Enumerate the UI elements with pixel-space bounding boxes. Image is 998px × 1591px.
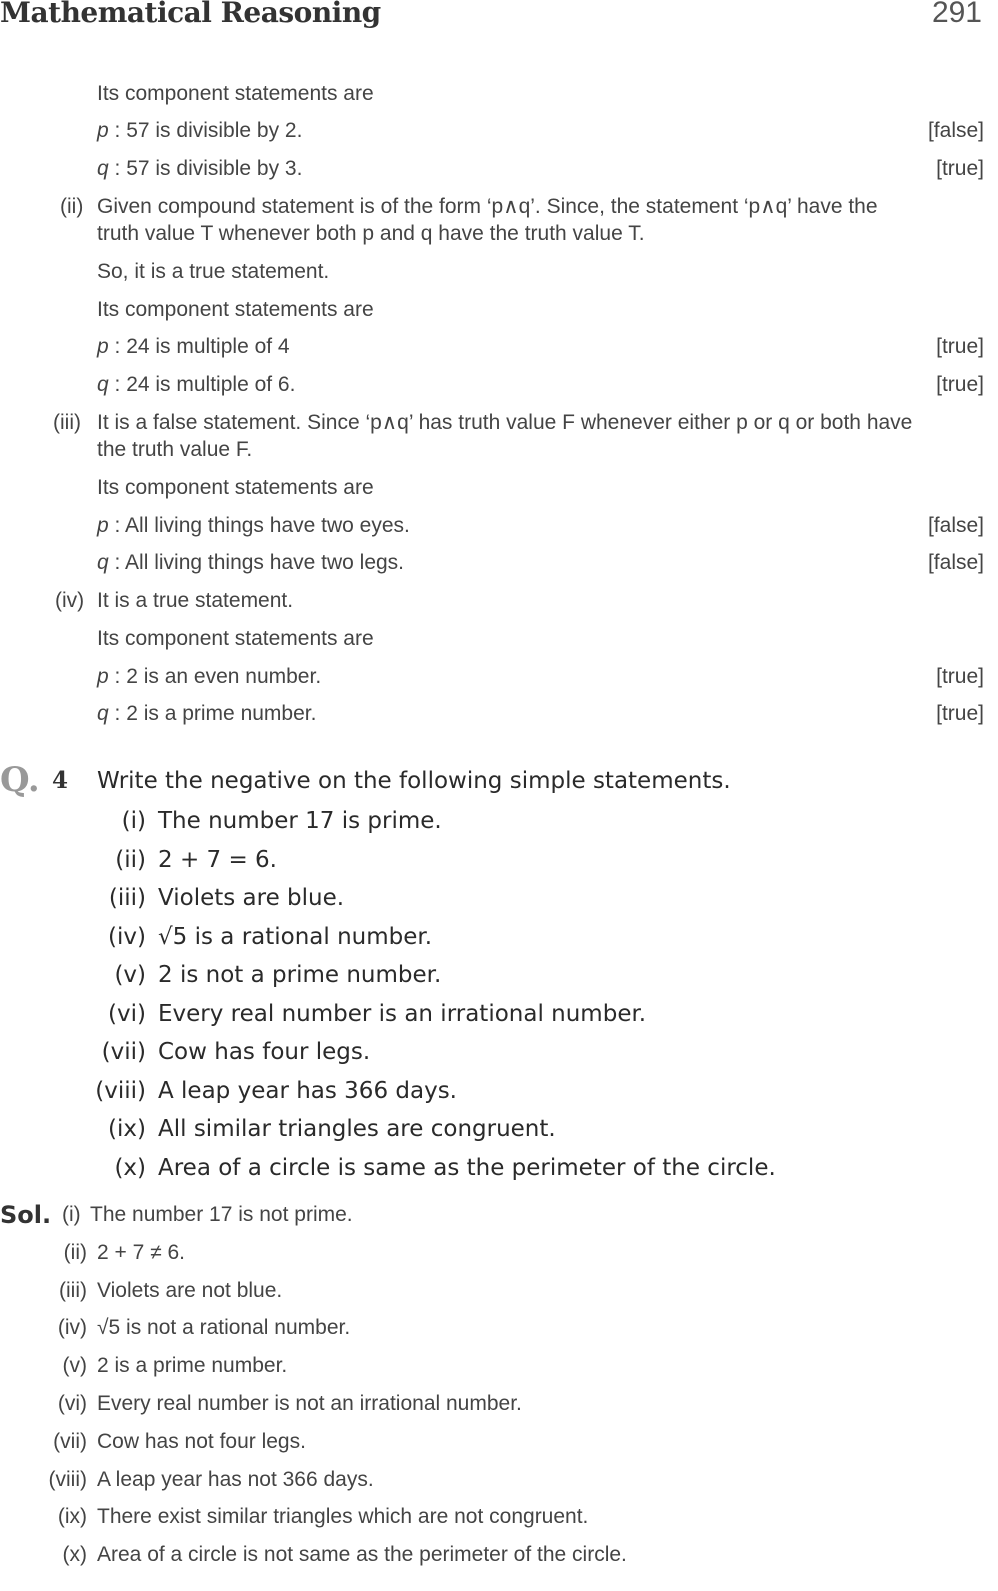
component-statement — [97, 512, 410, 539]
component-text: : 24 is multiple of 6. — [108, 373, 296, 396]
variable: p — [97, 335, 109, 358]
question-item-label: (i) — [121, 808, 146, 834]
component-statement — [97, 117, 302, 144]
item-text-line: the truth value F. — [97, 438, 253, 461]
statement-line: Its component statements are — [97, 627, 374, 650]
question-item-text: 2 is not a prime number. — [158, 962, 442, 988]
solution-item-label: (ix) — [57, 1505, 87, 1529]
item-text-line: It is a true statement. — [97, 589, 294, 612]
truth-value: [true] — [936, 702, 984, 725]
item-text-line: It is a false statement. Since ‘p∧q’ has truth value F whenever either p or q or both have — [97, 411, 913, 434]
component-text: : 57 is divisible by 2. — [108, 119, 303, 142]
solution-item-text: 2 + 7 ≠ 6. — [97, 1240, 185, 1264]
component-statement — [97, 371, 295, 398]
solution-label: Sol. — [0, 1201, 52, 1229]
truth-value: [true] — [936, 335, 984, 358]
truth-value: [true] — [936, 157, 984, 180]
solution-item-text: The number 17 is not prime. — [90, 1203, 353, 1226]
truth-value: [true] — [936, 665, 984, 688]
solution-item-text: 2 is a prime number. — [97, 1354, 288, 1378]
question-item-label: (vi) — [108, 1000, 146, 1027]
component-statement — [97, 700, 316, 727]
item-label: (iii) — [53, 411, 81, 434]
question-number: 4 — [52, 767, 69, 794]
question-item-text: 2 + 7 = 6. — [158, 846, 277, 873]
item-text-line: Given compound statement is of the form ‘p∧q’. Since, the statement ‘p∧q’ have the — [97, 195, 878, 218]
question-item-label: (ii) — [115, 846, 146, 873]
solution-item-text: A leap year has not 366 days. — [97, 1467, 374, 1491]
component-statement — [97, 333, 290, 360]
question-item-text: Area of a circle is same as the perimeter of the circle. — [158, 1154, 776, 1181]
item-label: (ii) — [60, 195, 84, 218]
variable: p — [97, 119, 109, 142]
truth-value: [false] — [927, 514, 984, 537]
truth-value: [true] — [936, 373, 984, 396]
solution-item-label: (vi) — [57, 1392, 87, 1415]
question-item-text: A leap year has 366 days. — [158, 1077, 457, 1104]
solution-item-label: (ii) — [63, 1240, 87, 1264]
solution-item-label: (v) — [62, 1354, 87, 1378]
component-statement — [97, 549, 404, 576]
page-number: 291 — [931, 0, 982, 29]
question-item-text: All similar triangles are congruent. — [158, 1116, 556, 1142]
question-item-label: (vii) — [101, 1039, 146, 1065]
component-text: : All living things have two legs. — [108, 551, 405, 574]
item-label: (iv) — [55, 589, 85, 612]
component-text: : 2 is an even number. — [108, 665, 322, 688]
question-item-text: Cow has four legs. — [158, 1039, 371, 1065]
variable: p — [97, 665, 109, 688]
component-text: : 24 is multiple of 4 — [108, 335, 290, 358]
component-text: : All living things have two eyes. — [108, 514, 410, 537]
solution-item-text: There exist similar triangles which are not congruent. — [97, 1505, 589, 1529]
solution-item-label: (i) — [62, 1203, 81, 1226]
variable: p — [97, 514, 109, 537]
variable: q — [97, 702, 109, 725]
question-item-label: (ix) — [108, 1116, 146, 1142]
solution-item-text: √5 is not a rational number. — [97, 1316, 351, 1340]
truth-value: [false] — [927, 119, 984, 142]
solution-item-text: Area of a circle is not same as the perimeter of the circle. — [97, 1543, 627, 1567]
question-item-label: (v) — [114, 962, 146, 988]
component-text: : 57 is divisible by 3. — [108, 157, 303, 180]
chapter-title: Mathematical Reasoning — [0, 0, 381, 29]
question-item-text: The number 17 is prime. — [158, 808, 442, 834]
variable: q — [97, 551, 109, 574]
truth-value: [false] — [927, 551, 984, 574]
solution-item-text: Violets are not blue. — [97, 1278, 283, 1302]
solution-item-label: (iv) — [57, 1316, 87, 1340]
solution-item-label: (viii) — [48, 1467, 87, 1491]
variable: q — [97, 373, 109, 396]
question-item-label: (iv) — [108, 923, 146, 950]
question-prompt: Write the negative on the following simple statements. — [97, 768, 731, 794]
component-statement — [97, 155, 302, 182]
question-item-text: Every real number is an irrational number. — [158, 1000, 647, 1027]
question-item-text: √5 is a rational number. — [158, 923, 433, 950]
component-statement — [97, 663, 321, 690]
statement-line: So, it is a true statement. — [97, 260, 330, 283]
question-item-label: (x) — [114, 1154, 146, 1181]
statement-line: Its component statements are — [97, 298, 374, 321]
component-text: : 2 is a prime number. — [108, 702, 317, 725]
question-item-text: Violets are blue. — [158, 885, 345, 911]
solution-item-text: Every real number is not an irrational number. — [97, 1392, 522, 1415]
statement-line: Its component statements are — [97, 82, 374, 105]
variable: q — [97, 157, 109, 180]
question-item-label: (iii) — [108, 885, 146, 911]
question-item-label: (viii) — [95, 1077, 146, 1104]
question-mark: Q. — [0, 760, 40, 800]
solution-item-label: (iii) — [59, 1278, 87, 1302]
solution-item-label: (x) — [62, 1543, 87, 1567]
statement-line: Its component statements are — [97, 476, 374, 499]
item-text-line: truth value T whenever both p and q have the truth value T. — [97, 222, 645, 245]
solution-item-label: (vii) — [53, 1429, 87, 1453]
solution-item-text: Cow has not four legs. — [97, 1429, 306, 1453]
